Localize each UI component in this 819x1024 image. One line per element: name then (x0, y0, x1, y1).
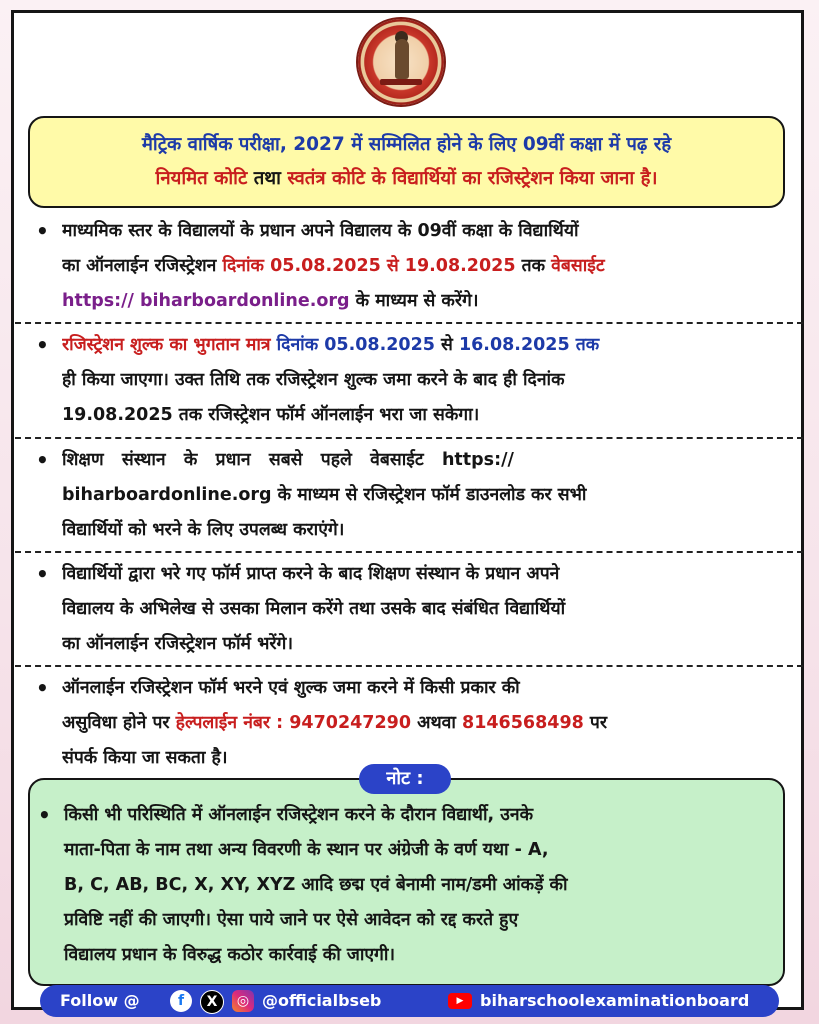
text-segment: विद्यार्थियों द्वारा भरे गए फॉर्म प्राप्त करने के बाद शिक्षण संस्थान के प्रधान अपने (62, 564, 560, 584)
bullet-line (62, 557, 784, 592)
text-segment: 8146568498 (462, 713, 584, 733)
bullet-text (62, 557, 784, 662)
bullet-line (62, 592, 784, 627)
text-segment: तक (515, 256, 552, 276)
text-segment: शिक्षण संस्थान के प्रधान सबसे पहले वेबसाईट https:// (62, 450, 514, 470)
social-handle[interactable]: @officialbseb (262, 991, 382, 1010)
note-line: विद्यालय प्रधान के विरुद्ध कठोर कार्रवाई की जाएगी। (64, 945, 396, 965)
header-line-1: मैट्रिक वार्षिक परीक्षा, 2027 में सम्मिलित होने के लिए 09वीं कक्षा में पढ़ रहे (141, 134, 672, 155)
text-segment: 16.08.2025 तक (458, 335, 600, 355)
text-segment: हेल्पलाईन नंबर : 9470247290 (175, 713, 412, 733)
bullet-line (62, 328, 784, 363)
bullet-dot: • (36, 562, 49, 586)
instagram-icon[interactable]: ◎ (232, 990, 254, 1012)
follow-label: Follow @ (60, 991, 140, 1010)
text-segment: अथवा (411, 713, 463, 733)
text-segment: का ऑनलाईन रजिस्ट्रेशन (62, 256, 223, 276)
logo-base (380, 79, 422, 85)
bullet-dot: • (36, 333, 49, 357)
bullet-text (62, 671, 784, 776)
header-independent-category: स्वतंत्र कोटि के विद्यार्थियों का रजिस्ट्रेशन किया जाना है। (287, 168, 658, 189)
header-banner (28, 116, 785, 208)
bullet-line (62, 363, 784, 398)
bullet-line (62, 671, 784, 706)
youtube-channel[interactable]: biharschoolexaminationboard (480, 991, 750, 1010)
note-line: B, C, AB, BC, X, XY, XYZ आदि छद्म एवं बेनामी नाम/डमी आंकड़ें की (64, 875, 568, 895)
bullet-dot: • (36, 448, 49, 472)
text-segment: biharboardonline.org के माध्यम से रजिस्ट्रेशन फॉर्म डाउनलोड कर सभी (62, 485, 587, 505)
text-segment: से (434, 335, 459, 355)
dashed-separator (15, 437, 803, 439)
header-line-2 (30, 162, 783, 196)
text-segment: दिनांक 05.08.2025 (276, 335, 435, 355)
bullet-line (62, 398, 784, 433)
bullet-text (62, 328, 784, 433)
bullet-dot: • (36, 676, 49, 700)
facebook-icon[interactable]: f (170, 990, 192, 1012)
text-segment: दिनांक 05.08.2025 से 19.08.2025 (222, 256, 516, 276)
text-segment: पर (583, 713, 607, 733)
note-text (64, 798, 786, 973)
text-segment: 19.08.2025 तक रजिस्ट्रेशन फॉर्म ऑनलाईन भरा जा सकेगा। (62, 405, 480, 425)
dashed-separator (15, 665, 803, 667)
text-segment: ऑनलाईन रजिस्ट्रेशन फॉर्म भरने एवं शुल्क जमा करने में किसी प्रकार की (62, 678, 520, 698)
bullet-dot: • (36, 219, 49, 243)
text-segment: वेबसाईट (551, 256, 605, 276)
note-label: नोट : (359, 764, 451, 794)
bullet-line (62, 706, 784, 741)
bullet-line (62, 284, 784, 319)
text-segment: का ऑनलाईन रजिस्ट्रेशन फॉर्म भरेंगे। (62, 634, 294, 654)
x-icon[interactable]: X (200, 990, 224, 1014)
logo-figure-body (395, 39, 409, 79)
text-segment: के माध्यम से करेंगे। (349, 291, 479, 311)
bullet-line (62, 249, 784, 284)
bullet-line (62, 443, 784, 478)
text-segment: संपर्क किया जा सकता है। (62, 748, 228, 768)
header-regular-category: नियमित कोटि (155, 168, 248, 189)
bullet-dot: • (38, 803, 51, 827)
text-segment: विद्यार्थियों को भरने के लिए उपलब्ध कराएंगे। (62, 520, 345, 540)
note-line: माता-पिता के नाम तथा अन्य विवरणी के स्थान पर अंग्रेजी के वर्ण यथा - A, (64, 840, 549, 860)
note-box (28, 778, 785, 986)
text-segment: विद्यालय के अभिलेख से उसका मिलान करेंगे तथा उसके बाद संबंधित विद्यार्थियों (62, 599, 566, 619)
text-segment: असुविधा होने पर (62, 713, 176, 733)
dashed-separator (15, 551, 803, 553)
text-segment: माध्यमिक स्तर के विद्यालयों के प्रधान अपने विद्यालय के 09वीं कक्षा के विद्यार्थियों (62, 221, 579, 241)
text-segment: ही किया जाएगा। उक्त तिथि तक रजिस्ट्रेशन शुल्क जमा करने के बाद ही दिनांक (62, 370, 565, 390)
social-footer (40, 985, 779, 1017)
bullet-text (62, 214, 784, 319)
dashed-separator (15, 322, 803, 324)
bseb-logo (358, 19, 444, 105)
bullet-text (62, 443, 784, 548)
text-segment: रजिस्ट्रेशन शुल्क का भुगतान मात्र (62, 335, 277, 355)
note-line: प्रविष्टि नहीं की जाएगी। ऐसा पाये जाने पर ऐसे आवेदन को रद्द करते हुए (64, 910, 519, 930)
header-connector: तथा (247, 168, 288, 189)
note-line: किसी भी परिस्थिति में ऑनलाईन रजिस्ट्रेशन करने के दौरान विद्यार्थी, उनके (64, 805, 534, 825)
bullet-line (62, 478, 784, 513)
bullet-line (62, 214, 784, 249)
text-segment: https:// biharboardonline.org (62, 291, 350, 311)
bullet-line (62, 513, 784, 548)
bullet-line (62, 627, 784, 662)
youtube-icon[interactable]: ▶ (448, 993, 472, 1009)
